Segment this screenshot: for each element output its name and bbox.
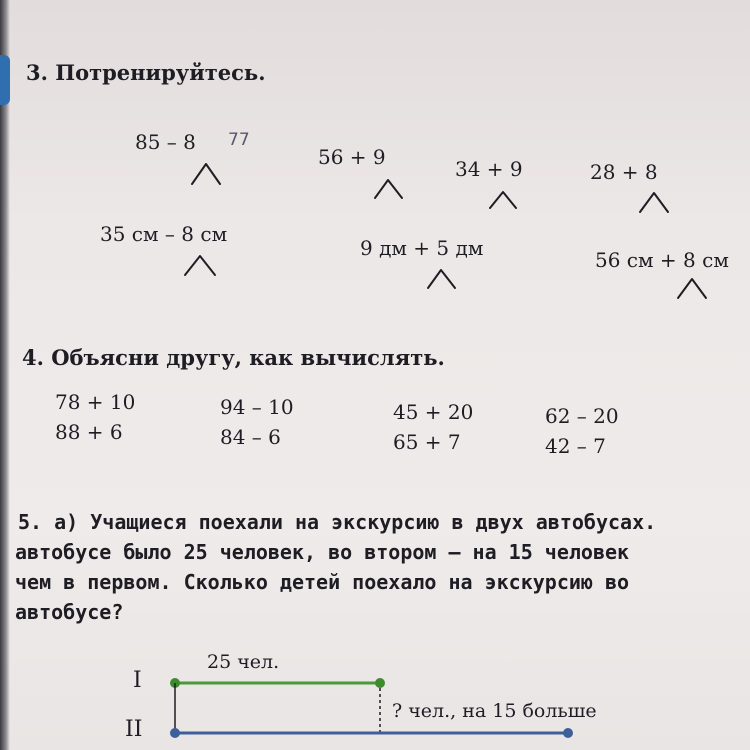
diagram-side-label: ? чел., на 15 больше — [392, 700, 597, 722]
task4-expr-4: 84 – 6 — [220, 425, 281, 449]
diagram-dot-2b — [563, 728, 573, 738]
diagram-row-label-2: II — [125, 717, 143, 742]
task3-expr-4: 28 + 8 — [590, 160, 658, 184]
task4-expr-2: 88 + 6 — [55, 420, 123, 444]
task4-expr-6: 65 + 7 — [393, 430, 461, 454]
task4-heading: 4. Объясни другу, как вычислять. — [22, 345, 445, 370]
task5-line-1: 5. а) Учащиеся поехали на экскурсию в двух автобусах. — [18, 510, 657, 534]
split-caret-6 — [428, 270, 455, 288]
split-caret-2 — [375, 180, 402, 198]
split-caret-5 — [185, 256, 215, 275]
task3-expr-3: 34 + 9 — [455, 157, 523, 181]
task5-line-3: чем в первом. Сколько детей поехало на экскурсию во — [15, 570, 630, 594]
task3-heading: 3. Потренируйтесь. — [26, 60, 266, 85]
task4-expr-1: 78 + 10 — [55, 390, 136, 414]
task3-expr-6: 9 дм + 5 дм — [360, 236, 484, 260]
task3-expr-2: 56 + 9 — [318, 145, 386, 169]
handwritten-answer: 77 — [228, 130, 250, 150]
task3-expr-5: 35 см – 8 см — [100, 222, 228, 246]
task4-expr-8: 42 – 7 — [545, 434, 606, 458]
split-caret-3 — [490, 192, 516, 208]
task3-expr-1: 85 – 8 — [135, 130, 196, 154]
task5-line-2: автобусе было 25 человек, во втором – на 15 человек — [15, 540, 630, 564]
split-caret-4 — [640, 193, 668, 212]
task3-expr-7: 56 см + 8 см — [595, 248, 729, 272]
task4-expr-7: 62 – 20 — [545, 404, 619, 428]
task4-expr-3: 94 – 10 — [220, 395, 294, 419]
diagram-top-label: 25 чел. — [207, 651, 280, 673]
diagram-row-label-1: I — [133, 668, 142, 693]
diagram-dot-1b — [375, 678, 385, 688]
task4-expr-5: 45 + 20 — [393, 400, 474, 424]
split-caret-7 — [678, 279, 706, 298]
task5-line-4: автобусе? — [15, 600, 124, 624]
diagram-dot-2a — [170, 728, 180, 738]
split-caret-1 — [192, 164, 220, 184]
